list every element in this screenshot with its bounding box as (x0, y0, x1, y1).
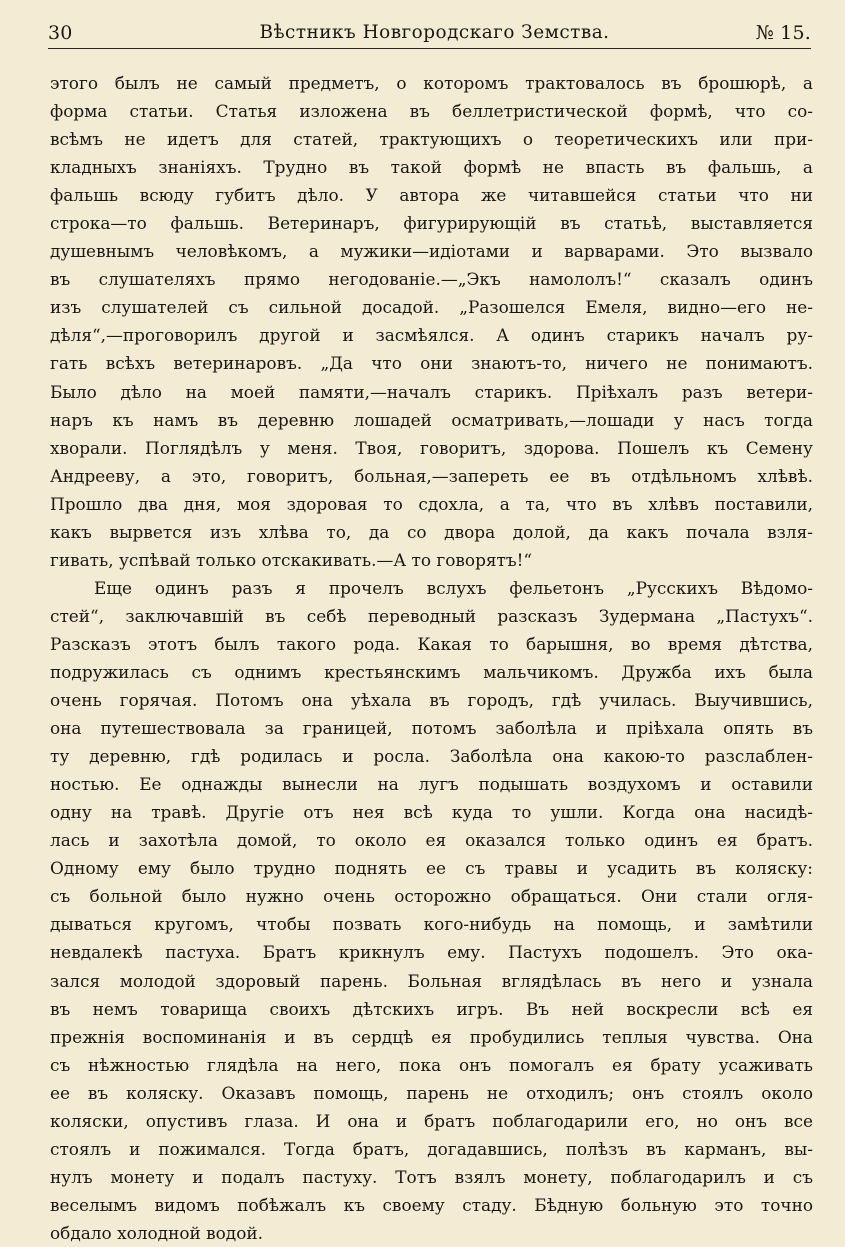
text-line: ностью. Ее однажды вынесли на лугъ подышать воздухомъ и оставили (50, 774, 813, 795)
text-line: хворали. Поглядѣлъ у меня. Твоя, говоритъ, здорова. Пошелъ къ Семену (50, 437, 813, 458)
text-line: зался молодой здоровый парень. Больная вглядѣлась въ него и узнала (50, 970, 813, 991)
text-line: невдалекѣ пастуха. Братъ крикнулъ ему. Пастухъ подошелъ. Это ока- (50, 942, 813, 963)
text-line: въ слушателяхъ прямо негодованіе.—„Экъ намололъ!“ сказалъ одинъ (50, 269, 813, 290)
text-line: душевнымъ человѣкомъ, а мужики—идіотами и варварами. Это вызвало (50, 241, 813, 262)
issue-number: № 15. (755, 22, 811, 44)
body-text (50, 69, 813, 1247)
journal-title: Вѣстникъ Новгородскаго Земства. (259, 22, 610, 43)
text-line: всѣмъ не идетъ для статей, трактующихъ о теоретическихъ или при- (50, 129, 813, 150)
text-line: гивать, успѣвай только отскакивать.—А то говорятъ!“ (50, 549, 533, 570)
text-line: ее въ коляску. Оказавъ помощь, парень не отходилъ; онъ стоялъ около (50, 1082, 813, 1103)
text-line: стоялъ и пожимался. Тогда братъ, догадавшись, полѣзъ въ карманъ, вы- (50, 1138, 813, 1159)
text-line: Андрееву, а это, говоритъ, больная,—запереть ее въ отдѣльномъ хлѣвѣ. (50, 465, 813, 486)
text-line: въ немъ товарища своихъ дѣтскихъ игръ. Въ ней воскресли всѣ ея (50, 998, 813, 1019)
text-line: Еще одинъ разъ я прочелъ вслухъ фельетонъ „Русскихъ Вѣдомо- (94, 577, 813, 598)
text-line: Было дѣло на моей памяти,—началъ старикъ. Пріѣхалъ разъ ветери- (50, 381, 813, 402)
text-line: форма статьи. Статья изложена въ беллетристической формѣ, что со- (50, 101, 813, 122)
text-line: съ больной было нужно очень осторожно обращаться. Они стали огля- (50, 886, 813, 907)
page-number: 30 (48, 22, 73, 44)
text-line: веселымъ видомъ побѣжалъ къ своему стаду. Бѣдную больную это точно (50, 1194, 813, 1215)
text-line: обдало холодной водой. (50, 1222, 263, 1243)
text-line: фальшь всюду губитъ дѣло. У автора же читавшейся статьи что ни (50, 185, 813, 206)
text-line: Прошло два дня, моя здоровая то сдохла, а та, что въ хлѣвъ поставили, (50, 493, 813, 514)
text-line: какъ вырвется изъ хлѣва то, да со двора долой, да какъ почала взля- (50, 521, 813, 542)
text-line: одну на травѣ. Другіе отъ нея всѣ куда то ушли. Когда она насидѣ- (50, 802, 813, 823)
text-line: строка—то фальшь. Ветеринаръ, фигурирующій въ статьѣ, выставляется (50, 213, 813, 234)
text-line: подружилась съ однимъ крестьянскимъ мальчикомъ. Дружба ихъ была (50, 661, 813, 682)
text-line: этого былъ не самый предметъ, о которомъ трактовалось въ брошюрѣ, а (50, 73, 813, 93)
text-line: кладныхъ знаніяхъ. Трудно въ такой формѣ не впасть въ фальшь, а (50, 157, 813, 178)
text-line: дѣля“,—проговорилъ другой и засмѣялся. А одинъ старикъ началъ ру- (50, 325, 813, 346)
text-line: дываться кругомъ, чтобы позвать кого-нибудь на помощь, и замѣтили (50, 914, 813, 935)
text-line: прежнія воспоминанія и въ сердцѣ ея пробудились теплыя чувства. Она (50, 1026, 813, 1047)
text-line: Одному ему было трудно поднять ее съ травы и усадить въ коляску: (50, 858, 813, 879)
text-line: Разсказъ этотъ былъ такого рода. Какая то барышня, во время дѣтства, (50, 633, 813, 654)
text-line: нулъ монету и подалъ пастуху. Тотъ взялъ монету, поблагодарилъ и съ (50, 1166, 813, 1187)
text-line: она путешествовала за границей, потомъ заболѣла и пріѣхала опять въ (50, 718, 813, 739)
running-header (48, 22, 811, 49)
text-line: ту деревню, гдѣ родилась и росла. Заболѣла она какою-то разслаблен- (50, 746, 813, 767)
text-line: стей“, заключавшій въ себѣ переводный разсказъ Зудермана „Пастухъ“. (50, 605, 813, 626)
text-line: наръ къ намъ въ деревню лошадей осматривать,—лошади у насъ тогда (50, 409, 813, 430)
text-line: коляски, опустивъ глаза. И она и братъ поблагодарили его, но онъ все (50, 1110, 813, 1131)
text-line: съ нѣжностью глядѣла на него, пока онъ помогалъ ея брату усаживать (50, 1054, 813, 1075)
text-line: лась и захотѣла домой, то около ея оказался только одинъ ея братъ. (50, 830, 813, 851)
text-line: гать всѣхъ ветеринаровъ. „Да что они знаютъ-то, ничего не понимаютъ. (50, 353, 813, 374)
text-line: изъ слушателей съ сильной досадой. „Разошелся Емеля, видно—его не- (50, 297, 813, 318)
text-line: очень горячая. Потомъ она уѣхала въ городъ, гдѣ училась. Выучившись, (50, 690, 813, 711)
